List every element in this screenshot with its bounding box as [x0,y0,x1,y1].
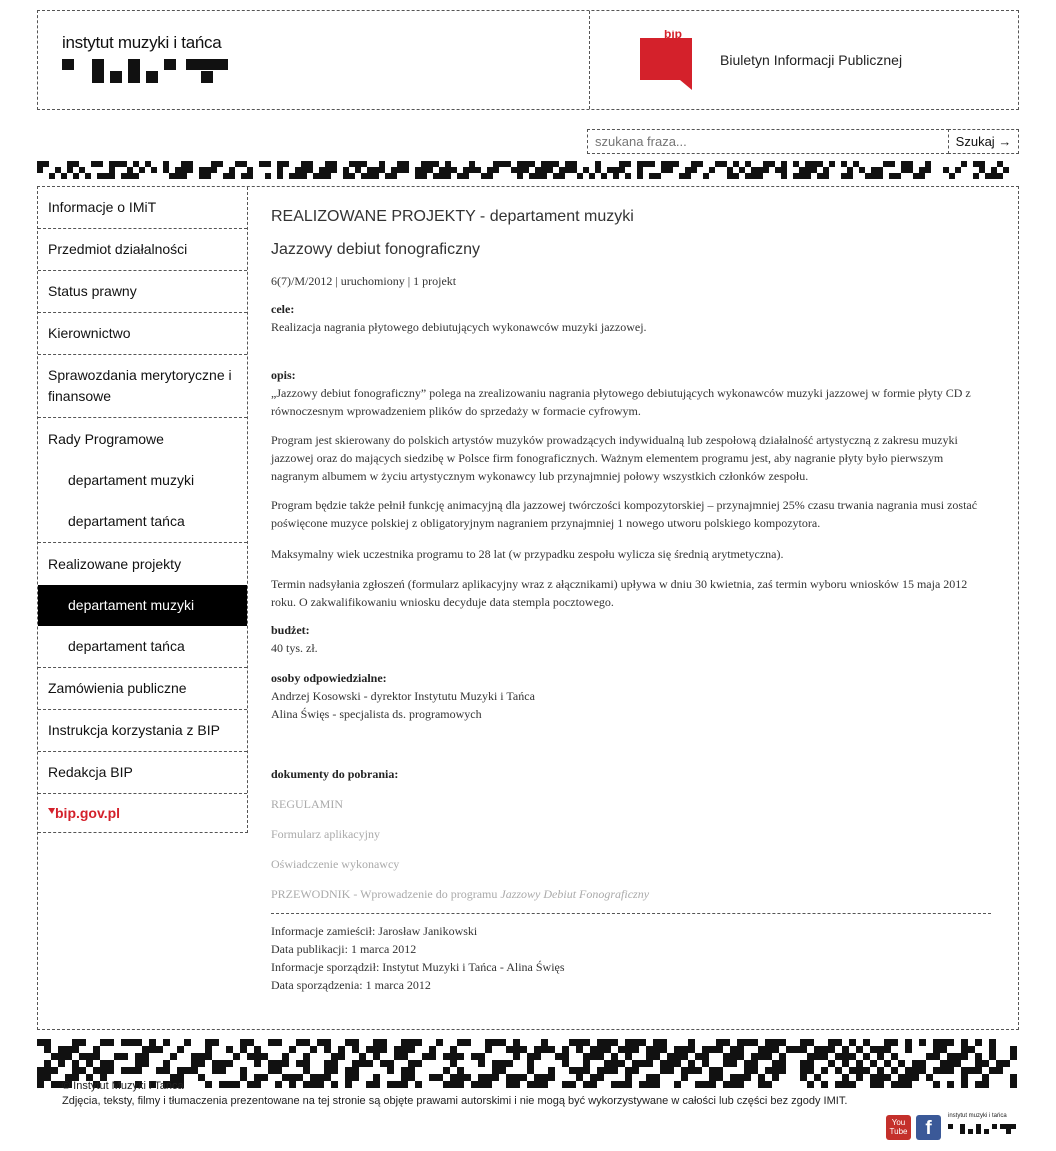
youtube-icon-line: Tube [889,1127,908,1136]
sidebar-item-informacje[interactable] [38,187,247,229]
doc-link-przewodnik-text: PRZEWODNIK - Wprowadzenie do programu [271,887,501,901]
bip-gov-link[interactable] [38,794,247,832]
osoba-item: Alina Święs - specjalista ds. programowych [271,707,482,721]
sidebar-item-label: Status prawny [48,283,137,299]
bip-logo[interactable] [640,30,692,92]
sidebar-item-status[interactable] [38,271,247,313]
copyright: © Instytut Muzyki i Tańca [62,1080,184,1092]
imit-logo-text[interactable]: instytut muzyki i tańca [62,33,222,52]
search-input[interactable] [587,129,949,154]
sidebar-item-label: Rady Programowe [48,430,164,447]
info-line: Data sporządzenia: 1 marca 2012 [271,978,431,992]
footer-logo-mark [948,1124,1016,1134]
sidebar-item-label: departament tańca [68,638,185,654]
sidebar-item-label: departament muzyki [68,597,195,613]
osoby-label: osoby odpowiedzialne: [271,671,387,685]
footer-logo-text: instytut muzyki i tańca [948,1113,1007,1119]
decorative-pattern-band-top [37,161,1019,183]
main-container [37,186,1019,1030]
sidebar-subitem-rady-tanca[interactable] [38,501,247,543]
header-divider [589,11,590,109]
info-line: Informacje zamieścił: Jarosław Janikowski [271,924,478,938]
arrow-right-icon: → [998,134,1012,149]
cele-text: Realizacja nagrania płytowego debiutujących wykonawców muzyki jazzowej. [271,320,647,334]
osoba-item: Andrzej Kosowski - dyrektor Instytutu Muzyki i Tańca [271,689,535,703]
sidebar-item-redakcja[interactable] [38,752,247,794]
sidebar-item-rady-programowe[interactable] [38,418,247,460]
facebook-icon[interactable] [916,1115,941,1140]
sidebar-nav [38,187,248,833]
facebook-icon-letter: f [925,1118,932,1139]
sidebar-item-label: Redakcja BIP [48,764,133,780]
search-button[interactable] [948,129,1019,154]
doc-link-przewodnik[interactable] [271,885,991,903]
bip-badge-text: bip [664,30,682,41]
cele-label: cele: [271,302,295,316]
sidebar-item-kierownictwo[interactable] [38,313,247,355]
budzet-text: 40 tys. zł. [271,641,318,655]
bip-gov-logo [48,804,130,822]
youtube-icon-line: You [891,1118,906,1127]
info-line: Data publikacji: 1 marca 2012 [271,942,417,956]
sidebar-subitem-projekty-muzyki[interactable] [38,585,247,626]
site-header [37,10,1019,110]
content-divider [271,913,991,914]
doc-link-przewodnik-italic: Jazzowy Debiut Fonograficzny [500,887,650,901]
copyright-note: Zdjęcia, teksty, filmy i tłumaczenia prezentowane na tej stronie są objęte prawami autorskimi i nie mogą być wykorzystywane w całości lub części bez zgody IMIT. [62,1095,848,1107]
sidebar-item-realizowane-projekty[interactable] [38,543,247,585]
budzet-label: budżet: [271,623,310,637]
sidebar-item-label: Sprawozdania merytoryczne i finansowe [48,367,232,404]
sidebar-item-sprawozdania[interactable] [38,355,247,418]
sidebar-item-label: Przedmiot działalności [48,241,188,257]
sidebar-subitem-rady-muzyki[interactable] [38,460,247,501]
search-button-label: Szukaj [955,134,995,149]
imit-logo-mark[interactable] [62,59,228,83]
sidebar-item-label: Instrukcja korzystania z BIP [48,722,220,738]
bip-title[interactable]: Biuletyn Informacji Publicznej [720,52,903,68]
search-bar [587,129,1019,154]
youtube-icon[interactable] [886,1115,911,1140]
project-meta: 6(7)/M/2012 | uruchomiony | 1 projekt [271,274,457,288]
sidebar-item-label: Informacje o IMiT [48,199,157,215]
sidebar-item-label: Realizowane projekty [48,555,182,572]
dokumenty-label: dokumenty do pobrania: [271,767,399,781]
opis-paragraph: „Jazzowy debiut fonograficzny” polega na zrealizowaniu nagrania płytowego debiutujących wykonawców muzyki jazzowej w formie płyty CD z równoczesnym wprowadzeniem plików do sprzedaży w formacie cyfrowym. [271,386,971,418]
sidebar-item-label: departament muzyki [68,472,195,488]
doc-link-formularz[interactable]: Formularz aplikacyjny [271,827,380,841]
opis-paragraph: Maksymalny wiek uczestnika programu to 28 lat (w przypadku zespołu wylicza się średnią arytmetyczna). [271,547,784,561]
sidebar-item-instrukcja[interactable] [38,710,247,752]
decorative-pattern-band-bottom [37,1039,1019,1091]
sidebar-item-przedmiot[interactable] [38,229,247,271]
opis-label: opis: [271,368,296,382]
sidebar-item-label: Zamówienia publiczne [48,680,187,696]
doc-link-oswiadczenie[interactable]: Oświadczenie wykonawcy [271,857,400,871]
opis-paragraph: Termin nadsyłania zgłoszeń (formularz aplikacyjny wraz z ałącznikami) upływa w dniu 30 kwietnia, zaś termin wyboru wniosków 15 maja 2012 roku. O zakwalifikowaniu wniosku decyduje data stempla pocztowego. [271,577,968,609]
section-title: REALIZOWANE PROJEKTY - departament muzyki [271,208,634,225]
sidebar-item-zamowienia[interactable] [38,668,247,710]
info-line: Informacje sporządził: Instytut Muzyki i Tańca - Alina Święs [271,960,565,974]
doc-link-regulamin[interactable]: REGULAMIN [271,797,343,811]
sidebar-subitem-projekty-tanca[interactable] [38,626,247,668]
bip-gov-text: bip.gov.pl [55,805,121,821]
opis-paragraph: Program jest skierowany do polskich artystów muzyków prowadzących indywidualną lub zespołową działalność artystyczną z zakresu muzyki jazzowej oraz do mających siedzibę w Polsce firm fonograficznych. Ważnym elementem programu jest, aby nagranie płyty było pierwszym nagranym albumem w życiu artystycznym wykonawcy lub przynajmniej połowy wszystkich członków zespołu. [271,433,958,483]
project-title: Jazzowy debiut fonograficzny [271,241,480,258]
opis-paragraph: Program będzie także pełnił funkcję animacyjną dla jazzowej twórczości kompozytorskiej – przynajmniej 25% czasu trwania nagrania musi zostać poświęcone muzyce polskiej z obligatoryjnym nagraniem przynajmniej 1 nowego utworu polskiego kompozytora. [271,498,978,530]
sidebar-item-label: departament tańca [68,513,185,529]
sidebar-item-label: Kierownictwo [48,325,131,341]
